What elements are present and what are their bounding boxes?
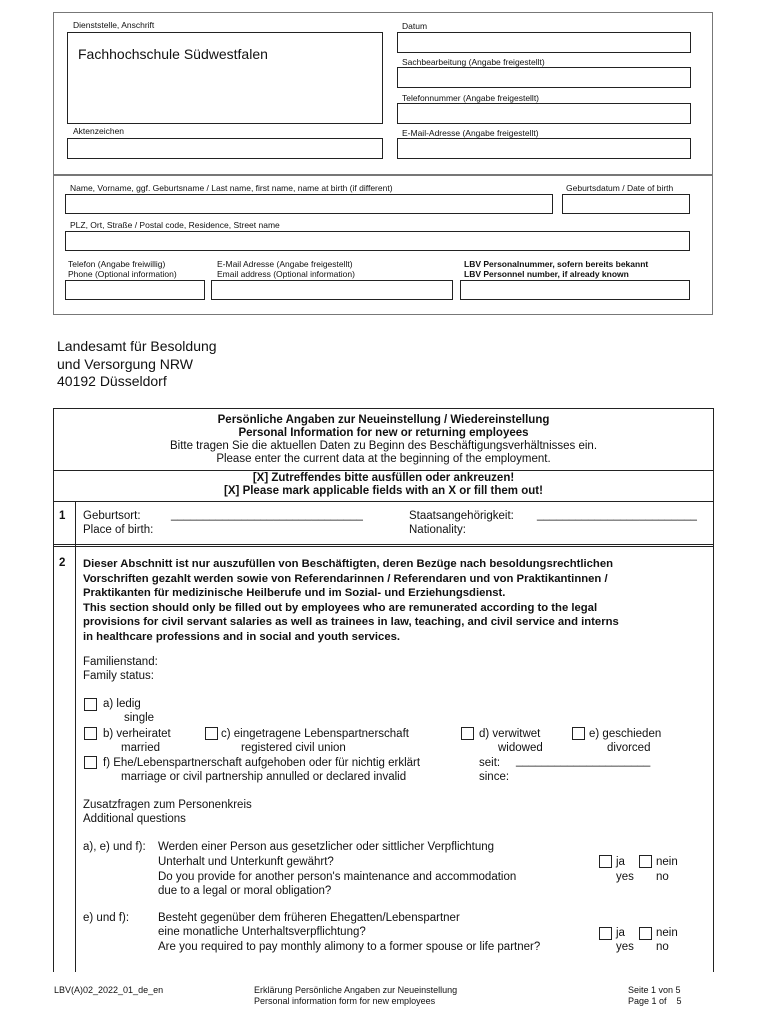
lbv-label-en: LBV Personnel number, if already known (464, 269, 629, 279)
question2-line: eine monatliche Unterhaltsverpflichtung? (158, 926, 366, 938)
footer-code: LBV(A)02_2022_01_de_en (54, 985, 164, 995)
q2-ja-label: ja (616, 927, 625, 939)
footer-page-en: Page 1 of 5 (628, 996, 682, 1006)
option-a-en: single (124, 712, 155, 724)
form-title-en: Personal Information for new or returning employees (238, 427, 529, 439)
question1-prefix: a), e) und f): (83, 841, 146, 853)
checkbox-q1-no[interactable] (639, 855, 652, 868)
option-b-en: married (121, 742, 160, 754)
aktenzeichen-field[interactable] (67, 138, 383, 159)
family-status-label-de: Familienstand: (83, 656, 158, 668)
mark-instruction-en: [X] Please mark applicable fields with an X or fill them out! (224, 485, 543, 497)
q1-no-label: no (656, 871, 669, 883)
person-email-field[interactable] (211, 280, 453, 300)
sachbearbeitung-field[interactable] (397, 67, 691, 88)
additional-questions-de: Zusatzfragen zum Personenkreis (83, 799, 252, 811)
email-label: E-Mail-Adresse (Angabe freigestellt) (402, 128, 539, 138)
question2-line: Besteht gegenüber dem früheren Ehegatten/Lebenspartner (158, 912, 460, 924)
address-field[interactable] (65, 231, 690, 251)
recipient-line2: und Versorgung NRW (57, 355, 193, 372)
section1-number: 1 (59, 510, 66, 522)
option-d-de: d) verwitwet (479, 728, 541, 740)
option-e-en: divorced (607, 742, 651, 754)
lbv-number-field[interactable] (460, 280, 690, 300)
datum-field[interactable] (397, 32, 691, 53)
name-field[interactable] (65, 194, 553, 214)
since-label-en: since: (479, 771, 510, 783)
footer-title-en: Personal information form for new employees (254, 996, 436, 1006)
dienststelle-value: Fachhochschule Südwestfalen (78, 46, 268, 62)
option-b-de: b) verheiratet (103, 728, 171, 740)
option-c-en: registered civil union (241, 742, 346, 754)
section2-intro-line: provisions for civil servant salaries as well as trainees in law, teaching, and civil service and interns (83, 616, 619, 628)
telefonnummer-label: Telefonnummer (Angabe freigestellt) (402, 93, 540, 103)
section2-number: 2 (59, 557, 66, 569)
q1-yes-label: yes (616, 871, 634, 883)
nationality-input-line[interactable]: _________________________ (537, 509, 697, 521)
additional-questions-en: Additional questions (83, 813, 186, 825)
nationality-label-en: Nationality: (409, 524, 466, 536)
checkbox-single[interactable] (84, 698, 97, 711)
option-e-de: e) geschieden (589, 728, 662, 740)
option-c-de: c) eingetragene Lebenspartnerschaft (221, 728, 409, 740)
telefonnummer-field[interactable] (397, 103, 691, 124)
form-intro-de: Bitte tragen Sie die aktuellen Daten zu Beginn des Beschäftigungsverhältnisses ein. (169, 440, 598, 452)
section2-intro-line: This section should only be filled out by employees who are remunerated according to the legal (83, 601, 598, 614)
question1-line: due to a legal or moral obligation? (158, 885, 332, 897)
q2-no-label: no (656, 941, 669, 953)
checkbox-civil-union[interactable] (205, 727, 218, 740)
question1-line: Werden einer Person aus gesetzlicher oder sittlicher Verpflichtung (158, 841, 495, 853)
option-f-en: marriage or civil partnership annulled or declared invalid (121, 771, 407, 783)
question2-line: Are you required to pay monthly alimony to a former spouse or life partner? (158, 941, 541, 953)
birthdate-field[interactable] (562, 194, 690, 214)
name-label: Name, Vorname, ggf. Geburtsname / Last name, first name, name at birth (if different) (70, 183, 393, 193)
aktenzeichen-label: Aktenzeichen (73, 126, 125, 136)
datum-label: Datum (402, 21, 428, 31)
checkbox-divorced[interactable] (572, 727, 585, 740)
checkbox-q2-yes[interactable] (599, 927, 612, 940)
dienststelle-field[interactable] (67, 32, 383, 124)
q1-ja-label: ja (616, 856, 625, 868)
birthplace-label-en: Place of birth: (83, 524, 154, 536)
footer-page-de: Seite 1 von 5 (628, 985, 681, 995)
question1-line: Unterhalt und Unterkunft gewährt? (158, 856, 334, 868)
q2-nein-label: nein (656, 927, 678, 939)
section2-intro-line: in healthcare professions and in social and youth services. (83, 630, 401, 643)
sachbearbeitung-label: Sachbearbeitung (Angabe freigestellt) (402, 57, 545, 67)
checkbox-q1-yes[interactable] (599, 855, 612, 868)
person-email-label-de: E-Mail Adresse (Angabe freigestellt) (217, 259, 353, 269)
birthplace-label-de: Geburtsort: (83, 510, 141, 522)
checkbox-married[interactable] (84, 727, 97, 740)
section2-intro-line: Vorschriften gezahlt werden sowie von Referendarinnen / Referendaren und von Praktikantinnen / (83, 572, 608, 585)
recipient-line3: 40192 Düsseldorf (57, 373, 167, 389)
form-title-de: Persönliche Angaben zur Neueinstellung / Wiedereinstellung (217, 414, 550, 426)
mark-instruction-de: [X] Zutreffendes bitte ausfüllen oder ankreuzen! (252, 472, 515, 484)
checkbox-q2-no[interactable] (639, 927, 652, 940)
option-a-de: a) ledig (103, 698, 141, 710)
section2-intro (83, 557, 619, 644)
option-d-en: widowed (498, 742, 543, 754)
phone-field[interactable] (65, 280, 205, 300)
form-title (53, 414, 714, 466)
number-column-divider (75, 501, 76, 972)
form-intro-en: Please enter the current data at the beginning of the employment. (216, 453, 551, 465)
q2-yes-label: yes (616, 941, 634, 953)
phone-label-en: Phone (Optional information) (68, 269, 177, 279)
recipient-address (57, 338, 217, 391)
lbv-label-de: LBV Personalnummer, sofern bereits bekannt (464, 259, 649, 269)
header-divider (53, 501, 714, 502)
q1-nein-label: nein (656, 856, 678, 868)
dienststelle-label: Dienststelle, Anschrift (73, 20, 155, 30)
footer-title-de: Erklärung Persönliche Angaben zur Neueinstellung (254, 985, 458, 995)
since-input-line[interactable]: _____________________ (516, 755, 651, 767)
section1-divider (53, 544, 714, 547)
mark-instruction-box (53, 470, 714, 498)
section2-intro-line: Praktikanten für medizinische Heilberufe und im Sozial- und Erziehungsdienst. (83, 587, 506, 599)
since-label-de: seit: (479, 757, 501, 769)
checkbox-widowed[interactable] (461, 727, 474, 740)
family-status-label-en: Family status: (83, 670, 154, 682)
address-label: PLZ, Ort, Straße / Postal code, Residence, Street name (70, 220, 280, 230)
question1-line: Do you provide for another person's maintenance and accommodation (158, 871, 517, 883)
birthdate-label: Geburtsdatum / Date of birth (566, 183, 674, 193)
option-f-de: f) Ehe/Lebenspartnerschaft aufgehoben oder für nichtig erklärt (103, 757, 421, 769)
birthplace-input-line[interactable]: ______________________________ (171, 509, 363, 521)
email-field[interactable] (397, 138, 691, 159)
recipient-line1: Landesamt für Besoldung (57, 338, 217, 354)
nationality-label-de: Staatsangehörigkeit: (409, 510, 514, 522)
section2-intro-line: Dieser Abschnitt ist nur auszufüllen von Beschäftigten, deren Bezüge nach besoldungsrechtlichen (83, 558, 613, 570)
phone-label-de: Telefon (Angabe freiwillig) (68, 259, 166, 269)
checkbox-annulled[interactable] (84, 756, 97, 769)
person-email-label-en: Email address (Optional information) (217, 269, 355, 279)
question2-prefix: e) und f): (83, 912, 130, 924)
